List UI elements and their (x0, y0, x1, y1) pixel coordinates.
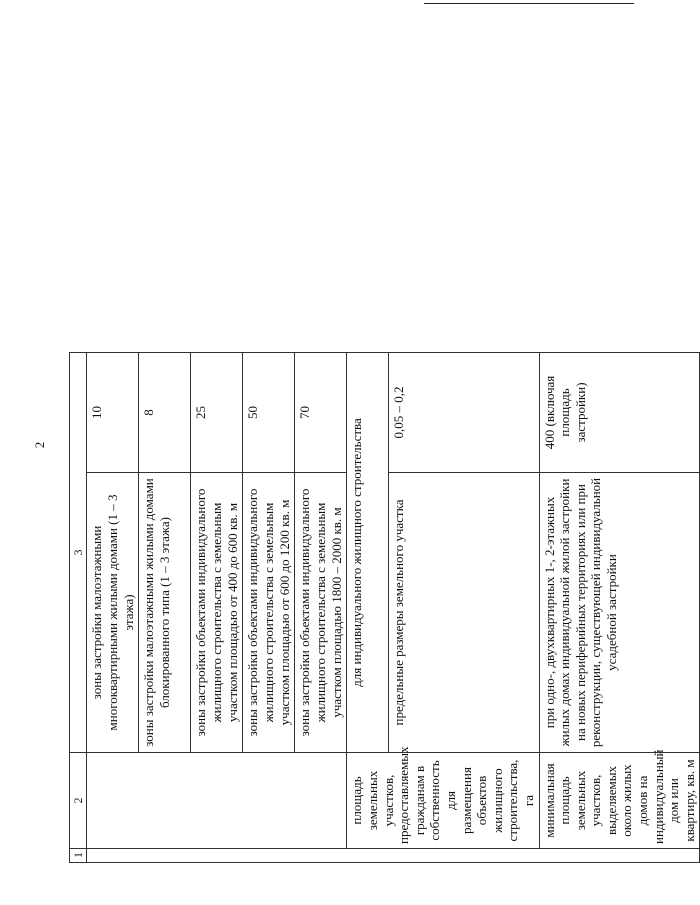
zone-value-5: 70 (295, 353, 347, 473)
section-title: для индивидуального жилищного строительства (347, 353, 389, 753)
table-row (139, 0, 191, 863)
table-row (389, 0, 539, 863)
page-number: 2 (32, 441, 47, 449)
zone-desc-5: зоны застройки объектами индивидуального жилищного строительства с земельным участком площадью 1800 – 2000 кв. м (295, 473, 347, 753)
limit-value: 0,05 – 0,2 (389, 353, 539, 473)
regulation-table (69, 0, 700, 863)
table-row (243, 0, 295, 863)
rotated-table-container (69, 63, 697, 863)
zone-desc-4: зоны застройки объектами индивидуального жилищного строительства с земельным участком площадью от 600 до 1200 кв. м (243, 473, 295, 753)
header-cell-1: 1 (70, 849, 87, 863)
table-row (87, 0, 139, 863)
zone-desc-1: зоны застройки малоэтажными многоквартирными жилыми домами (1 – 3 этажа) (87, 473, 139, 753)
zone-desc-3: зоны застройки объектами индивидуального жилищного строительства с земельным участком площадью от 400 до 600 кв. м (191, 473, 243, 753)
zone-value-1: 10 (87, 353, 139, 473)
zone-value-2: 8 (139, 353, 191, 473)
header-cell-2: 2 (70, 753, 87, 849)
zone-value-4: 50 (243, 353, 295, 473)
zone-value-3: 25 (191, 353, 243, 473)
table-row (539, 0, 700, 863)
col2-empty-cell (87, 753, 347, 849)
table-row (191, 0, 243, 863)
limit-desc: предельные размеры земельного участка (389, 473, 539, 753)
land-area-label: площадь земельных участков, предоставляемых гражданам в собственность для размещения объектов жилищного строительства, га (347, 753, 539, 849)
header-cell-3: 3 (70, 353, 87, 753)
col1-cell (87, 849, 700, 863)
min-area-label: минимальная площадь земельных участков, выделяемых около жилых домов на индивидуальный дом или квартиру, кв. м (539, 753, 700, 849)
table-row (347, 0, 389, 863)
min-area-value: 400 (включая площадь застройки) (539, 353, 700, 473)
header-row (70, 0, 87, 863)
min-area-desc: при одно-, двухквартирных 1-, 2-этажных жилых домах индивидуальной жилой застройки на новых периферийных территориях или при реконструкции, существующей индивидуальной усадебной застройки (539, 473, 700, 753)
table-row (295, 0, 347, 863)
zone-desc-2: зоны застройки малоэтажными жилыми домами блокированного типа (1 – 3 этажа) (139, 473, 191, 753)
